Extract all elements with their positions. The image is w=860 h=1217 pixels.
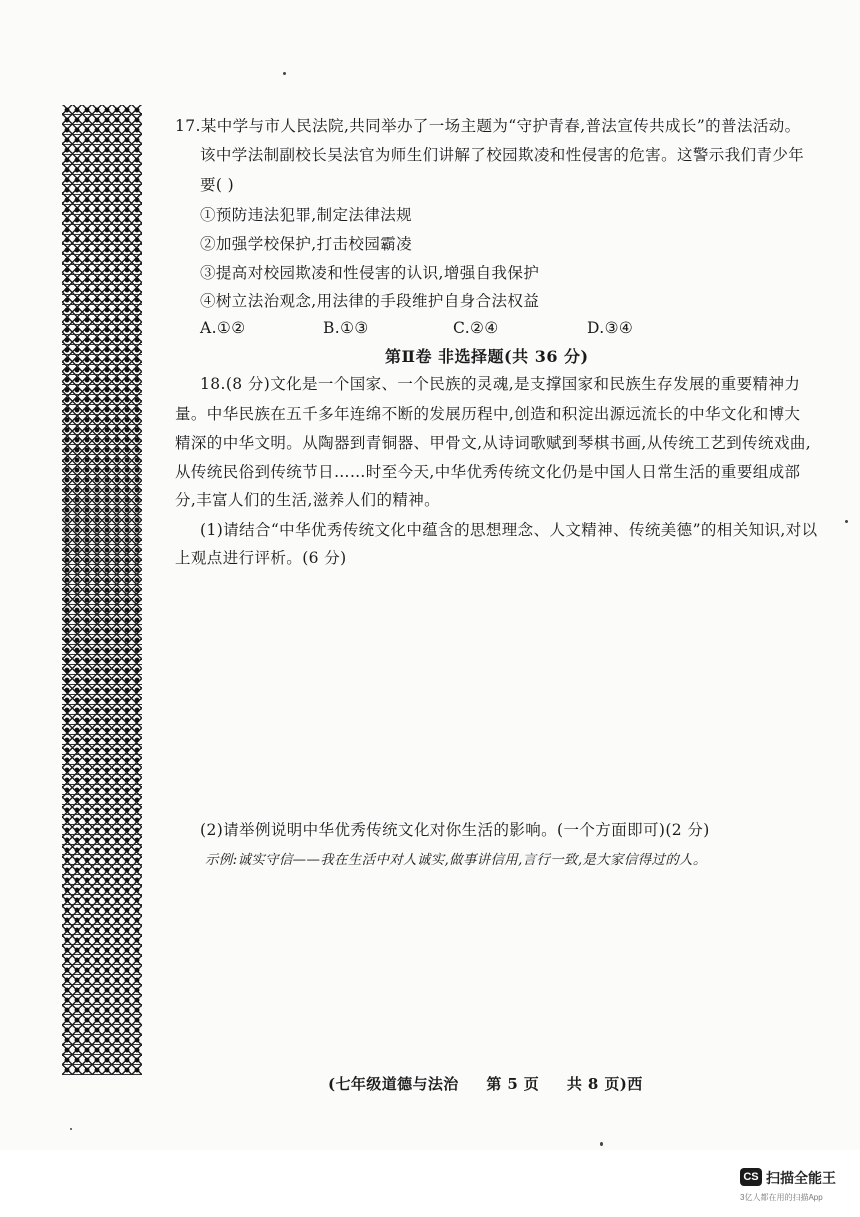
footer-page-number: 第 5 页 xyxy=(486,1075,540,1093)
q17-option-d: D.③④ xyxy=(587,319,634,337)
camscanner-logo-icon: CS xyxy=(740,1168,762,1186)
scan-speck xyxy=(845,520,848,523)
q18-stem-line-2: 量。中华民族在五千多年连绵不断的发展历程中,创造和积淀出源远流长的中华文化和博大 xyxy=(175,405,801,423)
watermark-tagline: 3亿人都在用的扫描App xyxy=(740,1193,823,1202)
q17-stem-line-2: 该中学法制副校长吴法官为师生们讲解了校园欺凌和性侵害的危害。这警示我们青少年 xyxy=(200,146,805,164)
q17-option-a: A.①② xyxy=(200,319,246,337)
q17-stem-line-1: 17.某中学与市人民法院,共同举办了一场主题为“守护青春,普法宣传共成长”的普法活动。 xyxy=(175,117,801,135)
q17-option-c: C.②④ xyxy=(453,319,499,337)
watermark-app-name: 扫描全能王 xyxy=(766,1170,836,1186)
bottom-margin xyxy=(0,1150,860,1217)
page-footer xyxy=(328,1073,643,1094)
q17-stem-line-3: 要( ) xyxy=(200,176,235,194)
q18-sub1-line-2: 上观点进行评析。(6 分) xyxy=(175,549,347,567)
q17-item-4: ④树立法治观念,用法律的手段维护自身合法权益 xyxy=(200,292,540,310)
q17-option-b: B.①③ xyxy=(323,319,369,337)
footer-total-pages: 共 8 页)西 xyxy=(566,1075,643,1093)
q18-stem-line-1: 18.(8 分)文化是一个国家、一个民族的灵魂,是支撑国家和民族生存发展的重要精神力 xyxy=(200,375,801,393)
q17-item-1: ①预防违法犯罪,制定法律法规 xyxy=(200,206,413,224)
scan-speck xyxy=(283,72,286,75)
q17-item-3: ③提高对校园欺凌和性侵害的认识,增强自我保护 xyxy=(200,264,540,282)
q18-example: 示例:诚实守信——我在生活中对人诚实,做事讲信用,言行一致,是大家信得过的人。 xyxy=(205,852,707,868)
scan-speck xyxy=(600,1142,603,1146)
footer-subject: (七年级道德与法治 xyxy=(328,1075,459,1093)
scanner-watermark xyxy=(740,1166,850,1206)
q18-sub2: (2)请举例说明中华优秀传统文化对你生活的影响。(一个方面即可)(2 分) xyxy=(200,821,710,839)
q17-options xyxy=(200,318,760,338)
q18-stem-line-4: 从传统民俗到传统节日……时至今天,中华优秀传统文化仍是中国人日常生活的重要组成部 xyxy=(175,463,801,481)
scan-speck xyxy=(70,1128,72,1130)
q18-stem-line-3: 精深的中华文明。从陶器到青铜器、甲骨文,从诗词歌赋到琴棋书画,从传统工艺到传统戏曲, xyxy=(175,434,812,452)
q17-item-2: ②加强学校保护,打击校园霸凌 xyxy=(200,235,413,253)
section-title: 第Ⅱ卷 非选择题(共 36 分) xyxy=(385,347,589,366)
q18-sub1-line-1: (1)请结合“中华优秀传统文化中蕴含的思想理念、人文精神、传统美德”的相关知识,对以 xyxy=(200,521,818,539)
decorative-border-strip xyxy=(62,105,142,1075)
q18-stem-line-5: 分,丰富人们的生活,滋养人们的精神。 xyxy=(175,491,441,509)
